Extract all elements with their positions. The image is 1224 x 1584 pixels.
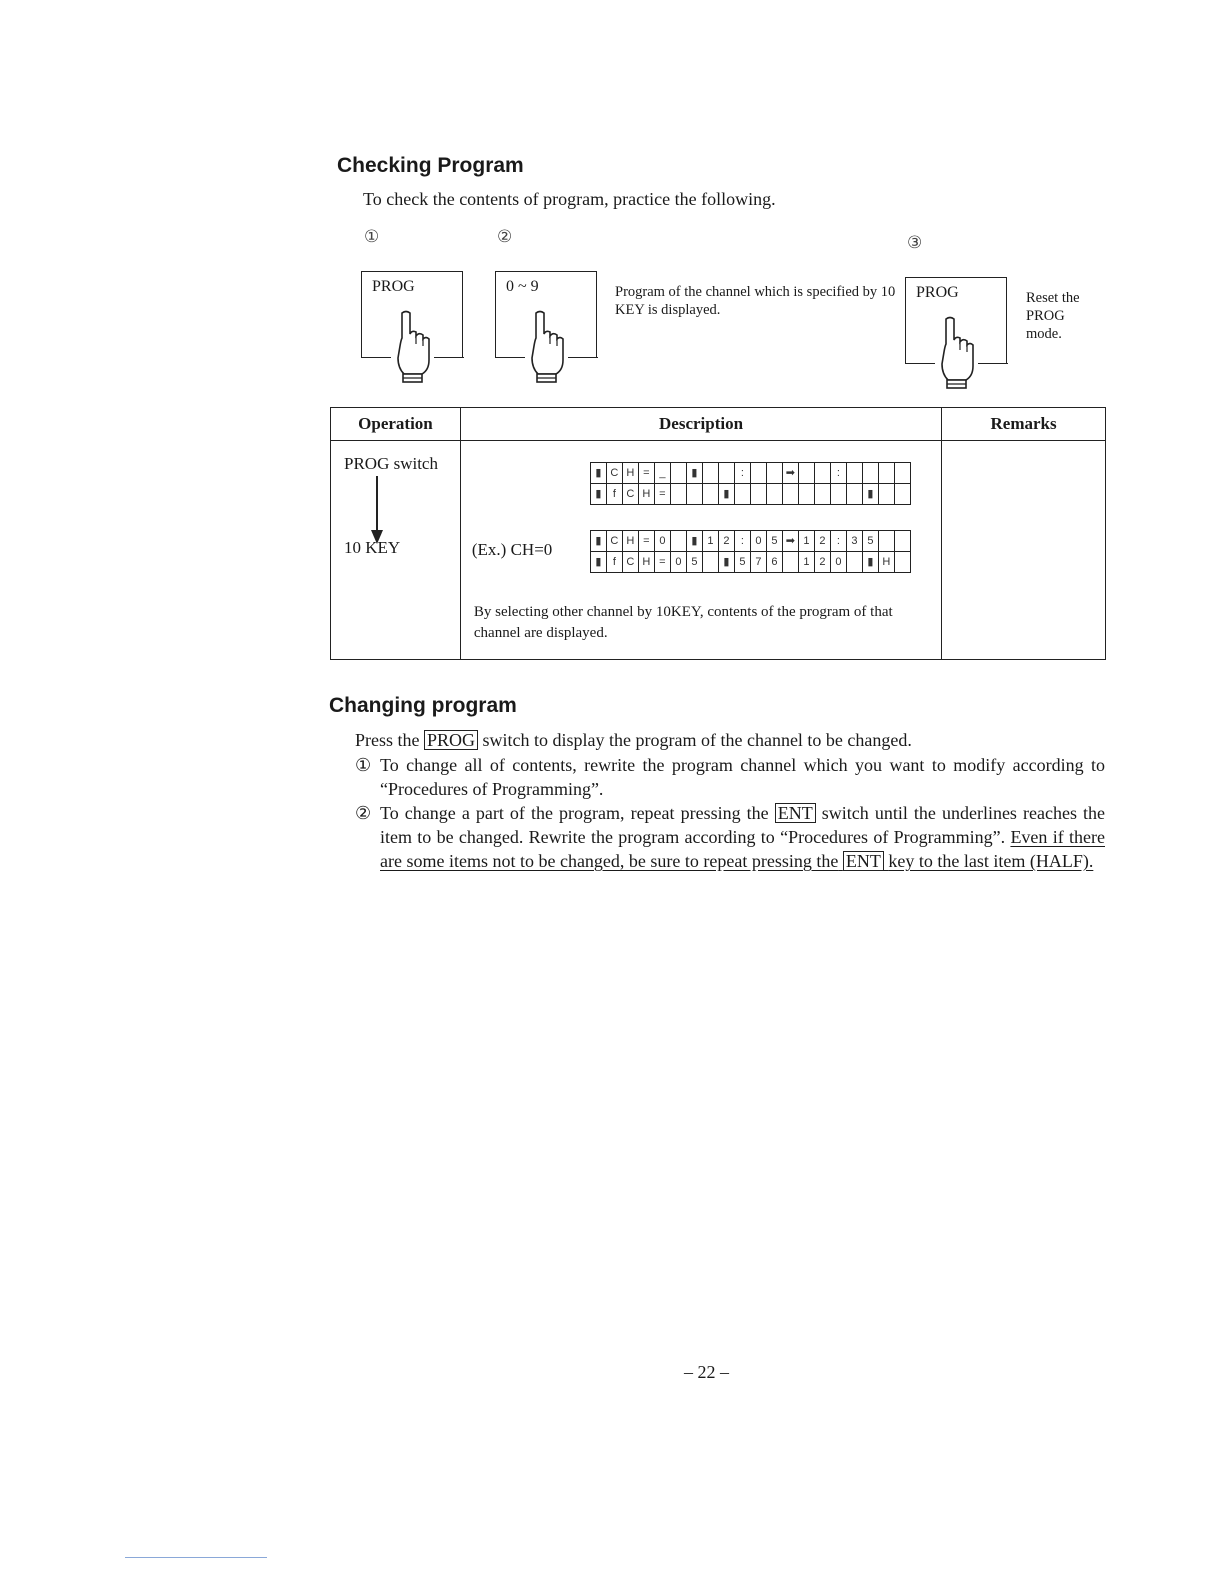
- lcd-cell: 0: [670, 552, 686, 573]
- lcd-cell: f: [606, 484, 622, 505]
- lcd-cell: :: [734, 463, 750, 484]
- description-header: Description: [460, 408, 941, 441]
- item-2-part-b: switch until the underlines reaches the item to be changed. Rewrite the program according to “Procedures of Programming”.: [380, 803, 1106, 847]
- lcd-cell: ▮: [590, 531, 606, 552]
- item-2-part-d: key to the last item (HALF).: [888, 851, 1094, 871]
- lcd-cell: ▮: [590, 552, 606, 573]
- lcd-cell: 5: [766, 531, 782, 552]
- lcd-row: [590, 531, 910, 552]
- item-2-text: [380, 801, 1105, 873]
- lcd-cell: 3: [846, 531, 862, 552]
- lcd-cell: [702, 484, 718, 505]
- checking-heading: Checking Program: [337, 154, 524, 177]
- lcd-cell: ▮: [718, 484, 734, 505]
- lcd-cell: [798, 463, 814, 484]
- lcd-cell: [782, 484, 798, 505]
- lcd-cell: ▮: [686, 531, 702, 552]
- lcd-display-template: [590, 462, 911, 505]
- lcd-cell: [718, 463, 734, 484]
- digit-key-illustration: [495, 271, 597, 358]
- lcd-cell: 0: [830, 552, 846, 573]
- lcd-display-example: [590, 530, 911, 573]
- lcd-cell: [670, 484, 686, 505]
- lcd-cell: [846, 484, 862, 505]
- lcd-cell: [702, 552, 718, 573]
- lcd-cell: 0: [750, 531, 766, 552]
- lcd-cell: [766, 484, 782, 505]
- lcd-cell: [798, 484, 814, 505]
- lcd-row: [590, 552, 910, 573]
- remarks-header: Remarks: [942, 408, 1106, 441]
- lcd-cell: [766, 463, 782, 484]
- down-arrow-icon: [370, 474, 384, 546]
- lcd-cell: [862, 463, 878, 484]
- lcd-cell: _: [654, 463, 670, 484]
- lcd-cell: [814, 484, 830, 505]
- lcd-cell: 6: [766, 552, 782, 573]
- page-number: – 22 –: [684, 1362, 729, 1382]
- lcd-cell: :: [734, 531, 750, 552]
- lcd-cell: H: [638, 552, 654, 573]
- lcd-cell: 1: [798, 531, 814, 552]
- item-2-part-a: To change a part of the program, repeat pressing the: [380, 803, 769, 823]
- lcd-cell: ➡: [782, 463, 798, 484]
- changing-line-1-before: Press the: [355, 730, 420, 750]
- prog-key-illustration: [361, 271, 463, 358]
- lcd-cell: [686, 484, 702, 505]
- lcd-cell: H: [622, 463, 638, 484]
- changing-heading: Changing program: [329, 694, 517, 717]
- lcd-cell: 2: [718, 531, 734, 552]
- footer-rule: [125, 1557, 267, 1558]
- lcd-cell: [670, 531, 686, 552]
- lcd-cell: 2: [814, 552, 830, 573]
- pressing-hand-icon: [390, 310, 434, 390]
- operation-cell: [331, 441, 461, 660]
- step-3-note-line: mode.: [1026, 326, 1062, 342]
- lcd-cell: :: [830, 531, 846, 552]
- lcd-cell: 5: [686, 552, 702, 573]
- lcd-cell: [670, 463, 686, 484]
- lcd-cell: [750, 484, 766, 505]
- step-3-note-line: PROG: [1026, 308, 1065, 324]
- lcd-cell: [830, 484, 846, 505]
- lcd-cell: ▮: [590, 463, 606, 484]
- lcd-cell: C: [606, 463, 622, 484]
- prog-key-label: PROG: [372, 278, 415, 295]
- lcd-cell: f: [606, 552, 622, 573]
- lcd-cell: [878, 531, 894, 552]
- lcd-cell: 7: [750, 552, 766, 573]
- lcd-cell: ▮: [862, 484, 878, 505]
- item-2-number: ②: [355, 803, 372, 823]
- changing-line-1: [355, 728, 1105, 752]
- lcd-cell: :: [830, 463, 846, 484]
- step-3-note: [1026, 289, 1080, 343]
- lcd-cell: [878, 484, 894, 505]
- lcd-row: [590, 484, 910, 505]
- lcd-cell: [894, 463, 910, 484]
- lcd-cell: ▮: [686, 463, 702, 484]
- step-2-note: Program of the channel which is specified by 10 KEY is displayed.: [615, 284, 896, 318]
- lcd-cell: [702, 463, 718, 484]
- op-end-label: 10 KEY: [344, 538, 401, 557]
- table-row: [331, 441, 1106, 660]
- lcd-cell: H: [622, 531, 638, 552]
- ent-key-inline: ENT: [843, 851, 884, 871]
- lcd-cell: H: [638, 484, 654, 505]
- pressing-hand-icon: [524, 310, 568, 390]
- lcd-cell: [750, 463, 766, 484]
- operation-header: Operation: [331, 408, 461, 441]
- lcd-cell: [846, 552, 862, 573]
- lcd-cell: H: [878, 552, 894, 573]
- item-1-text: To change all of contents, rewrite the program channel which you want to modify according to “Procedures of Programming”.: [380, 755, 1105, 799]
- lcd-cell: ▮: [590, 484, 606, 505]
- changing-item-2: [355, 801, 1105, 873]
- example-label: (Ex.) CH=0: [471, 540, 553, 559]
- step-3-number: ③: [907, 233, 923, 252]
- remarks-cell: [942, 441, 1106, 660]
- ent-key-inline: ENT: [775, 803, 816, 823]
- lcd-cell: [782, 552, 798, 573]
- lcd-cell: =: [654, 552, 670, 573]
- description-note: By selecting other channel by 10KEY, contents of the program of that channel are displayed.: [473, 604, 893, 641]
- lcd-cell: 5: [862, 531, 878, 552]
- lcd-cell: ➡: [782, 531, 798, 552]
- lcd-cell: 1: [702, 531, 718, 552]
- lcd-cell: [814, 463, 830, 484]
- digit-key-label: 0 ~ 9: [506, 278, 539, 295]
- item-2-part-c: Even if there are some items not to be changed, be sure to repeat pressing the: [380, 827, 1105, 871]
- lcd-cell: =: [638, 531, 654, 552]
- op-start-label: PROG switch: [344, 454, 438, 473]
- lcd-cell: 2: [814, 531, 830, 552]
- pressing-hand-icon: [934, 316, 978, 396]
- item-1-number: ①: [355, 755, 372, 775]
- step-1-number: ①: [364, 227, 380, 246]
- lcd-cell: [878, 463, 894, 484]
- lcd-cell: C: [622, 484, 638, 505]
- step-2-number: ②: [497, 227, 513, 246]
- prog-reset-key-illustration: [905, 277, 1007, 364]
- operation-table: [330, 407, 1106, 660]
- lcd-cell: 1: [798, 552, 814, 573]
- lcd-row: [590, 463, 910, 484]
- lcd-cell: C: [622, 552, 638, 573]
- checking-intro: To check the contents of program, practice the following.: [363, 189, 776, 209]
- step-3-note-line: Reset the: [1026, 290, 1080, 306]
- lcd-cell: [894, 552, 910, 573]
- description-cell: [460, 441, 941, 660]
- lcd-cell: =: [638, 463, 654, 484]
- lcd-cell: =: [654, 484, 670, 505]
- lcd-cell: [894, 484, 910, 505]
- lcd-cell: 0: [654, 531, 670, 552]
- prog-reset-key-label: PROG: [916, 284, 959, 301]
- lcd-cell: C: [606, 531, 622, 552]
- lcd-cell: [894, 531, 910, 552]
- prog-key-inline: PROG: [424, 730, 478, 750]
- changing-item-1: [355, 753, 1105, 801]
- changing-line-1-after: switch to display the program of the channel to be changed.: [482, 730, 912, 750]
- lcd-cell: 5: [734, 552, 750, 573]
- lcd-cell: ▮: [862, 552, 878, 573]
- lcd-cell: [846, 463, 862, 484]
- lcd-cell: [734, 484, 750, 505]
- lcd-cell: ▮: [718, 552, 734, 573]
- table-header-row: [331, 408, 1106, 441]
